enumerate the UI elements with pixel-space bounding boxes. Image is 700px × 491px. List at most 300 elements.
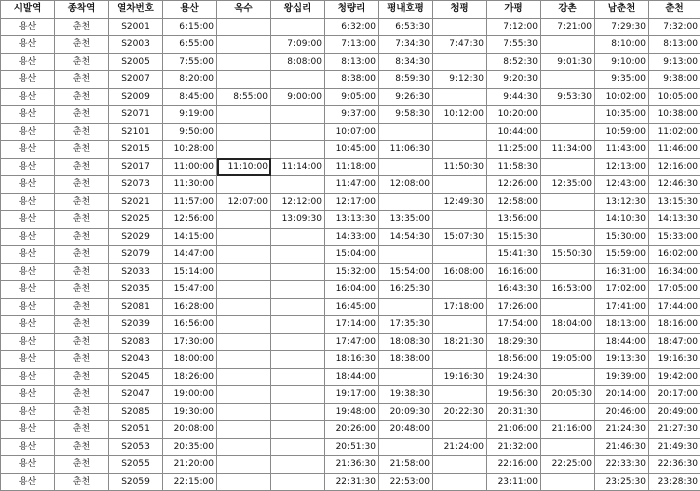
table-cell[interactable] xyxy=(217,176,271,194)
table-cell[interactable]: 20:46:00 xyxy=(595,403,649,421)
table-cell[interactable]: 춘천 xyxy=(55,473,109,491)
table-cell[interactable]: 13:15:30 xyxy=(649,193,700,211)
table-cell[interactable]: 춘천 xyxy=(55,176,109,194)
table-cell[interactable]: 18:44:00 xyxy=(595,333,649,351)
table-cell[interactable]: 용산 xyxy=(1,281,55,299)
table-cell[interactable] xyxy=(433,421,487,439)
table-cell[interactable]: S2009 xyxy=(109,88,163,106)
table-cell[interactable]: 12:16:00 xyxy=(649,158,700,176)
table-cell[interactable]: 용산 xyxy=(1,351,55,369)
table-cell[interactable] xyxy=(433,141,487,159)
table-cell[interactable]: 7:55:00 xyxy=(163,53,217,71)
table-cell[interactable]: 19:13:30 xyxy=(595,351,649,369)
table-cell[interactable] xyxy=(433,456,487,474)
table-cell[interactable]: 10:12:00 xyxy=(433,106,487,124)
table-cell[interactable]: 12:43:00 xyxy=(595,176,649,194)
table-cell[interactable]: 11:58:30 xyxy=(487,158,541,176)
table-cell[interactable]: S2003 xyxy=(109,36,163,54)
table-cell[interactable]: 17:35:30 xyxy=(379,316,433,334)
table-cell[interactable] xyxy=(541,263,595,281)
table-cell[interactable]: 21:20:00 xyxy=(163,456,217,474)
table-cell[interactable]: 10:07:00 xyxy=(325,123,379,141)
table-cell[interactable]: 7:29:30 xyxy=(595,18,649,36)
table-cell[interactable] xyxy=(379,158,433,176)
table-cell[interactable] xyxy=(379,368,433,386)
table-cell[interactable]: 19:00:00 xyxy=(163,386,217,404)
table-cell[interactable]: 17:26:00 xyxy=(487,298,541,316)
table-cell[interactable] xyxy=(217,456,271,474)
table-cell[interactable]: 11:00:00 xyxy=(163,158,217,176)
table-cell[interactable]: 춘천 xyxy=(55,88,109,106)
table-cell[interactable]: 21:49:30 xyxy=(649,438,700,456)
table-cell[interactable]: 춘천 xyxy=(55,71,109,89)
table-cell[interactable]: 21:06:00 xyxy=(487,421,541,439)
table-cell[interactable] xyxy=(271,368,325,386)
table-cell[interactable]: 19:42:00 xyxy=(649,368,700,386)
table-cell[interactable]: 16:02:00 xyxy=(649,246,700,264)
table-cell[interactable]: 20:48:00 xyxy=(379,421,433,439)
table-cell[interactable]: 18:16:30 xyxy=(325,351,379,369)
table-cell[interactable] xyxy=(271,263,325,281)
table-cell[interactable]: 용산 xyxy=(1,228,55,246)
table-cell[interactable]: 춘천 xyxy=(55,123,109,141)
table-cell[interactable]: 9:10:00 xyxy=(595,53,649,71)
column-header[interactable]: 왕십리 xyxy=(271,1,325,19)
table-cell[interactable]: 15:32:00 xyxy=(325,263,379,281)
table-cell[interactable]: 22:33:30 xyxy=(595,456,649,474)
table-cell[interactable]: 15:41:30 xyxy=(487,246,541,264)
table-cell[interactable]: 13:13:30 xyxy=(325,211,379,229)
table-cell[interactable]: 용산 xyxy=(1,106,55,124)
table-cell[interactable]: 8:08:00 xyxy=(271,53,325,71)
table-cell[interactable]: 17:30:00 xyxy=(163,333,217,351)
table-cell[interactable]: 17:47:00 xyxy=(325,333,379,351)
table-cell[interactable]: 8:55:00 xyxy=(217,88,271,106)
table-cell[interactable]: 7:32:00 xyxy=(649,18,700,36)
table-cell[interactable]: 17:05:00 xyxy=(649,281,700,299)
table-cell[interactable]: 19:48:00 xyxy=(325,403,379,421)
table-cell[interactable]: 19:16:30 xyxy=(649,351,700,369)
table-cell[interactable]: 14:33:00 xyxy=(325,228,379,246)
table-cell[interactable] xyxy=(271,333,325,351)
table-cell[interactable]: 13:56:00 xyxy=(487,211,541,229)
table-cell[interactable]: 18:00:00 xyxy=(163,351,217,369)
table-cell[interactable] xyxy=(217,421,271,439)
table-cell[interactable]: 19:30:00 xyxy=(163,403,217,421)
table-cell[interactable]: 15:15:30 xyxy=(487,228,541,246)
table-cell[interactable] xyxy=(271,421,325,439)
table-cell[interactable] xyxy=(217,351,271,369)
table-cell[interactable]: S2033 xyxy=(109,263,163,281)
table-cell[interactable]: 12:46:30 xyxy=(649,176,700,194)
table-cell[interactable]: 21:36:30 xyxy=(325,456,379,474)
table-cell[interactable]: 6:15:00 xyxy=(163,18,217,36)
table-cell[interactable]: 8:45:00 xyxy=(163,88,217,106)
table-cell[interactable] xyxy=(433,246,487,264)
table-cell[interactable]: 18:04:00 xyxy=(541,316,595,334)
table-cell[interactable] xyxy=(433,316,487,334)
table-cell[interactable]: 21:16:00 xyxy=(541,421,595,439)
table-cell[interactable] xyxy=(433,53,487,71)
table-cell[interactable] xyxy=(433,351,487,369)
table-cell[interactable]: 춘천 xyxy=(55,421,109,439)
table-cell[interactable]: 21:58:00 xyxy=(379,456,433,474)
table-cell[interactable]: 17:44:00 xyxy=(649,298,700,316)
table-cell[interactable]: 9:50:00 xyxy=(163,123,217,141)
table-cell[interactable]: 10:20:00 xyxy=(487,106,541,124)
table-cell[interactable]: 21:24:30 xyxy=(595,421,649,439)
table-cell[interactable]: S2059 xyxy=(109,473,163,491)
table-cell[interactable]: S2079 xyxy=(109,246,163,264)
table-cell[interactable] xyxy=(541,36,595,54)
table-cell[interactable] xyxy=(271,71,325,89)
table-cell[interactable]: 용산 xyxy=(1,438,55,456)
table-cell[interactable]: 23:25:30 xyxy=(595,473,649,491)
column-header[interactable]: 용산 xyxy=(163,1,217,19)
table-cell[interactable]: 춘천 xyxy=(55,246,109,264)
table-cell[interactable]: S2053 xyxy=(109,438,163,456)
column-header[interactable]: 춘천 xyxy=(649,1,700,19)
table-cell[interactable]: 6:53:30 xyxy=(379,18,433,36)
table-cell[interactable] xyxy=(271,438,325,456)
table-cell[interactable]: 19:17:00 xyxy=(325,386,379,404)
table-cell[interactable]: 용산 xyxy=(1,176,55,194)
table-cell[interactable]: 22:25:00 xyxy=(541,456,595,474)
table-cell[interactable] xyxy=(541,106,595,124)
table-cell[interactable] xyxy=(271,386,325,404)
table-cell[interactable]: 18:21:30 xyxy=(433,333,487,351)
table-cell[interactable]: 춘천 xyxy=(55,36,109,54)
table-cell[interactable]: 20:35:00 xyxy=(163,438,217,456)
table-cell[interactable] xyxy=(217,438,271,456)
table-cell[interactable]: 9:38:00 xyxy=(649,71,700,89)
table-cell[interactable] xyxy=(217,473,271,491)
table-cell[interactable]: 춘천 xyxy=(55,456,109,474)
table-cell[interactable] xyxy=(217,316,271,334)
table-cell[interactable]: 춘천 xyxy=(55,141,109,159)
table-cell[interactable]: 용산 xyxy=(1,71,55,89)
table-cell[interactable]: S2025 xyxy=(109,211,163,229)
table-cell[interactable]: 11:43:00 xyxy=(595,141,649,159)
table-cell[interactable] xyxy=(217,281,271,299)
table-cell[interactable]: 16:16:00 xyxy=(487,263,541,281)
table-cell[interactable]: S2017 xyxy=(109,158,163,176)
table-cell[interactable]: 8:13:00 xyxy=(649,36,700,54)
table-cell[interactable]: 15:04:00 xyxy=(325,246,379,264)
table-cell[interactable]: 20:05:30 xyxy=(541,386,595,404)
table-cell[interactable]: 11:25:00 xyxy=(487,141,541,159)
table-cell[interactable]: 18:08:30 xyxy=(379,333,433,351)
table-cell[interactable]: 10:35:00 xyxy=(595,106,649,124)
table-cell[interactable]: 용산 xyxy=(1,123,55,141)
table-cell[interactable]: 7:09:00 xyxy=(271,36,325,54)
table-cell[interactable]: 8:20:00 xyxy=(163,71,217,89)
table-cell[interactable] xyxy=(271,123,325,141)
table-cell[interactable]: 11:47:00 xyxy=(325,176,379,194)
table-cell[interactable]: 22:15:00 xyxy=(163,473,217,491)
column-header[interactable]: 시발역 xyxy=(1,1,55,19)
table-cell[interactable]: 9:00:00 xyxy=(271,88,325,106)
table-cell[interactable]: 23:11:00 xyxy=(487,473,541,491)
table-cell[interactable]: 18:47:00 xyxy=(649,333,700,351)
table-cell[interactable]: 20:31:30 xyxy=(487,403,541,421)
table-cell[interactable]: 16:31:00 xyxy=(595,263,649,281)
table-cell[interactable]: 춘천 xyxy=(55,316,109,334)
table-cell[interactable]: 22:31:30 xyxy=(325,473,379,491)
table-cell[interactable]: 23:28:30 xyxy=(649,473,700,491)
table-cell[interactable] xyxy=(271,106,325,124)
table-cell[interactable]: 19:05:00 xyxy=(541,351,595,369)
table-cell[interactable] xyxy=(541,123,595,141)
table-cell[interactable]: 14:13:30 xyxy=(649,211,700,229)
table-cell[interactable] xyxy=(541,193,595,211)
table-cell[interactable]: 22:16:00 xyxy=(487,456,541,474)
table-cell[interactable]: S2073 xyxy=(109,176,163,194)
table-cell[interactable]: 19:38:30 xyxy=(379,386,433,404)
table-cell[interactable]: S2051 xyxy=(109,421,163,439)
table-cell[interactable]: S2055 xyxy=(109,456,163,474)
table-cell[interactable]: 11:50:30 xyxy=(433,158,487,176)
table-cell[interactable]: 춘천 xyxy=(55,351,109,369)
table-cell[interactable]: 용산 xyxy=(1,386,55,404)
table-cell[interactable]: S2021 xyxy=(109,193,163,211)
table-cell[interactable]: 10:44:00 xyxy=(487,123,541,141)
table-cell[interactable] xyxy=(541,438,595,456)
table-cell[interactable]: 10:38:00 xyxy=(649,106,700,124)
table-cell[interactable] xyxy=(433,386,487,404)
table-cell[interactable]: 용산 xyxy=(1,333,55,351)
table-cell[interactable]: 20:17:00 xyxy=(649,386,700,404)
table-cell[interactable]: 14:10:30 xyxy=(595,211,649,229)
table-cell[interactable]: 11:57:00 xyxy=(163,193,217,211)
table-cell[interactable]: 17:54:00 xyxy=(487,316,541,334)
table-cell[interactable]: 16:34:00 xyxy=(649,263,700,281)
table-cell[interactable]: 17:41:00 xyxy=(595,298,649,316)
table-cell[interactable] xyxy=(541,71,595,89)
table-cell[interactable] xyxy=(433,88,487,106)
column-header[interactable]: 옥수 xyxy=(217,1,271,19)
table-cell[interactable]: 8:34:30 xyxy=(379,53,433,71)
table-cell[interactable]: 16:56:00 xyxy=(163,316,217,334)
table-cell[interactable]: 춘천 xyxy=(55,228,109,246)
selected-cell[interactable]: 11:10:00 xyxy=(217,158,271,176)
table-cell[interactable] xyxy=(217,246,271,264)
table-cell[interactable]: 용산 xyxy=(1,298,55,316)
table-cell[interactable]: 20:22:30 xyxy=(433,403,487,421)
table-cell[interactable]: 춘천 xyxy=(55,386,109,404)
table-cell[interactable]: 용산 xyxy=(1,88,55,106)
table-cell[interactable]: S2043 xyxy=(109,351,163,369)
table-cell[interactable]: 16:28:00 xyxy=(163,298,217,316)
table-cell[interactable]: S2085 xyxy=(109,403,163,421)
table-cell[interactable] xyxy=(217,36,271,54)
table-cell[interactable]: 9:13:00 xyxy=(649,53,700,71)
table-cell[interactable] xyxy=(379,193,433,211)
table-cell[interactable]: S2007 xyxy=(109,71,163,89)
table-cell[interactable]: 19:16:30 xyxy=(433,368,487,386)
table-cell[interactable] xyxy=(271,298,325,316)
table-cell[interactable]: S2001 xyxy=(109,18,163,36)
table-cell[interactable]: 21:24:00 xyxy=(433,438,487,456)
table-cell[interactable] xyxy=(271,141,325,159)
table-cell[interactable] xyxy=(217,333,271,351)
table-cell[interactable]: 용산 xyxy=(1,456,55,474)
table-cell[interactable]: S2029 xyxy=(109,228,163,246)
table-cell[interactable]: 7:13:00 xyxy=(325,36,379,54)
table-cell[interactable] xyxy=(433,18,487,36)
table-cell[interactable]: 10:02:00 xyxy=(595,88,649,106)
table-cell[interactable] xyxy=(541,403,595,421)
column-header[interactable]: 청평 xyxy=(433,1,487,19)
table-cell[interactable]: S2081 xyxy=(109,298,163,316)
table-cell[interactable]: 12:35:00 xyxy=(541,176,595,194)
table-cell[interactable] xyxy=(217,106,271,124)
table-cell[interactable]: 19:39:00 xyxy=(595,368,649,386)
table-cell[interactable]: 춘천 xyxy=(55,193,109,211)
table-cell[interactable]: 12:13:00 xyxy=(595,158,649,176)
table-cell[interactable]: 춘천 xyxy=(55,403,109,421)
table-cell[interactable]: 9:44:30 xyxy=(487,88,541,106)
table-cell[interactable] xyxy=(271,351,325,369)
table-cell[interactable] xyxy=(217,211,271,229)
table-cell[interactable]: 용산 xyxy=(1,193,55,211)
table-cell[interactable]: 18:38:00 xyxy=(379,351,433,369)
table-cell[interactable]: 12:12:00 xyxy=(271,193,325,211)
column-header[interactable]: 남춘천 xyxy=(595,1,649,19)
table-cell[interactable] xyxy=(379,246,433,264)
table-cell[interactable]: 8:59:30 xyxy=(379,71,433,89)
table-cell[interactable]: S2071 xyxy=(109,106,163,124)
table-cell[interactable]: 용산 xyxy=(1,263,55,281)
table-cell[interactable]: 21:32:00 xyxy=(487,438,541,456)
table-cell[interactable] xyxy=(217,386,271,404)
table-cell[interactable]: 8:52:30 xyxy=(487,53,541,71)
table-cell[interactable]: 15:07:30 xyxy=(433,228,487,246)
table-cell[interactable]: 7:47:30 xyxy=(433,36,487,54)
column-header[interactable]: 평내호평 xyxy=(379,1,433,19)
table-cell[interactable]: 14:15:00 xyxy=(163,228,217,246)
table-cell[interactable]: 17:18:00 xyxy=(433,298,487,316)
table-cell[interactable]: 7:21:00 xyxy=(541,18,595,36)
table-cell[interactable] xyxy=(217,368,271,386)
column-header[interactable]: 종착역 xyxy=(55,1,109,19)
table-cell[interactable]: 8:10:00 xyxy=(595,36,649,54)
table-cell[interactable]: 16:25:30 xyxy=(379,281,433,299)
table-cell[interactable]: 용산 xyxy=(1,211,55,229)
table-cell[interactable] xyxy=(379,298,433,316)
column-header[interactable]: 청량리 xyxy=(325,1,379,19)
table-cell[interactable]: 15:54:00 xyxy=(379,263,433,281)
table-cell[interactable] xyxy=(433,123,487,141)
table-cell[interactable]: S2039 xyxy=(109,316,163,334)
table-cell[interactable]: 10:45:00 xyxy=(325,141,379,159)
table-cell[interactable]: 10:28:00 xyxy=(163,141,217,159)
table-cell[interactable]: 춘천 xyxy=(55,211,109,229)
table-cell[interactable]: 18:29:30 xyxy=(487,333,541,351)
table-cell[interactable]: 20:09:30 xyxy=(379,403,433,421)
table-cell[interactable]: 19:56:30 xyxy=(487,386,541,404)
table-cell[interactable]: 13:12:30 xyxy=(595,193,649,211)
table-cell[interactable]: 15:30:00 xyxy=(595,228,649,246)
table-cell[interactable]: 12:08:00 xyxy=(379,176,433,194)
column-header[interactable]: 강촌 xyxy=(541,1,595,19)
table-cell[interactable]: 춘천 xyxy=(55,106,109,124)
table-cell[interactable]: 9:19:00 xyxy=(163,106,217,124)
table-cell[interactable]: S2005 xyxy=(109,53,163,71)
table-cell[interactable]: 16:43:30 xyxy=(487,281,541,299)
table-cell[interactable] xyxy=(433,281,487,299)
table-cell[interactable]: 12:17:00 xyxy=(325,193,379,211)
table-cell[interactable] xyxy=(433,211,487,229)
table-cell[interactable] xyxy=(271,403,325,421)
table-cell[interactable] xyxy=(541,298,595,316)
table-cell[interactable] xyxy=(541,158,595,176)
table-cell[interactable]: 춘천 xyxy=(55,158,109,176)
table-cell[interactable]: S2101 xyxy=(109,123,163,141)
table-cell[interactable] xyxy=(271,473,325,491)
table-cell[interactable]: 6:55:00 xyxy=(163,36,217,54)
table-cell[interactable]: S2015 xyxy=(109,141,163,159)
table-cell[interactable]: 21:27:30 xyxy=(649,421,700,439)
table-cell[interactable]: 춘천 xyxy=(55,281,109,299)
table-cell[interactable] xyxy=(217,298,271,316)
table-cell[interactable] xyxy=(541,211,595,229)
table-cell[interactable]: 21:46:30 xyxy=(595,438,649,456)
table-cell[interactable]: 9:58:30 xyxy=(379,106,433,124)
table-cell[interactable] xyxy=(217,403,271,421)
table-cell[interactable]: 16:04:00 xyxy=(325,281,379,299)
table-cell[interactable]: 16:45:00 xyxy=(325,298,379,316)
table-cell[interactable]: 11:18:00 xyxy=(325,158,379,176)
table-cell[interactable]: 11:06:30 xyxy=(379,141,433,159)
table-cell[interactable] xyxy=(271,316,325,334)
table-cell[interactable]: 8:13:00 xyxy=(325,53,379,71)
table-cell[interactable]: 11:34:00 xyxy=(541,141,595,159)
table-cell[interactable]: 9:01:30 xyxy=(541,53,595,71)
table-cell[interactable]: 9:37:00 xyxy=(325,106,379,124)
table-cell[interactable]: 13:09:30 xyxy=(271,211,325,229)
table-cell[interactable] xyxy=(217,71,271,89)
table-cell[interactable] xyxy=(379,438,433,456)
table-cell[interactable] xyxy=(271,228,325,246)
table-cell[interactable]: 9:26:30 xyxy=(379,88,433,106)
table-cell[interactable] xyxy=(217,18,271,36)
table-cell[interactable]: 춘천 xyxy=(55,53,109,71)
table-cell[interactable]: 15:14:00 xyxy=(163,263,217,281)
table-cell[interactable] xyxy=(541,228,595,246)
table-cell[interactable]: 10:59:00 xyxy=(595,123,649,141)
table-cell[interactable]: 용산 xyxy=(1,421,55,439)
table-cell[interactable]: 8:38:00 xyxy=(325,71,379,89)
table-cell[interactable] xyxy=(541,473,595,491)
table-cell[interactable] xyxy=(217,263,271,281)
table-cell[interactable]: 14:54:30 xyxy=(379,228,433,246)
table-cell[interactable]: 11:02:00 xyxy=(649,123,700,141)
table-cell[interactable]: 22:53:00 xyxy=(379,473,433,491)
table-cell[interactable]: 춘천 xyxy=(55,368,109,386)
table-cell[interactable]: 춘천 xyxy=(55,438,109,456)
table-cell[interactable]: S2047 xyxy=(109,386,163,404)
table-cell[interactable]: 15:59:00 xyxy=(595,246,649,264)
table-cell[interactable]: 16:53:00 xyxy=(541,281,595,299)
table-cell[interactable]: 용산 xyxy=(1,141,55,159)
column-header[interactable]: 가평 xyxy=(487,1,541,19)
table-cell[interactable]: 15:33:00 xyxy=(649,228,700,246)
table-cell[interactable] xyxy=(379,123,433,141)
table-cell[interactable]: 춘천 xyxy=(55,263,109,281)
table-cell[interactable] xyxy=(541,368,595,386)
table-cell[interactable]: 17:02:00 xyxy=(595,281,649,299)
